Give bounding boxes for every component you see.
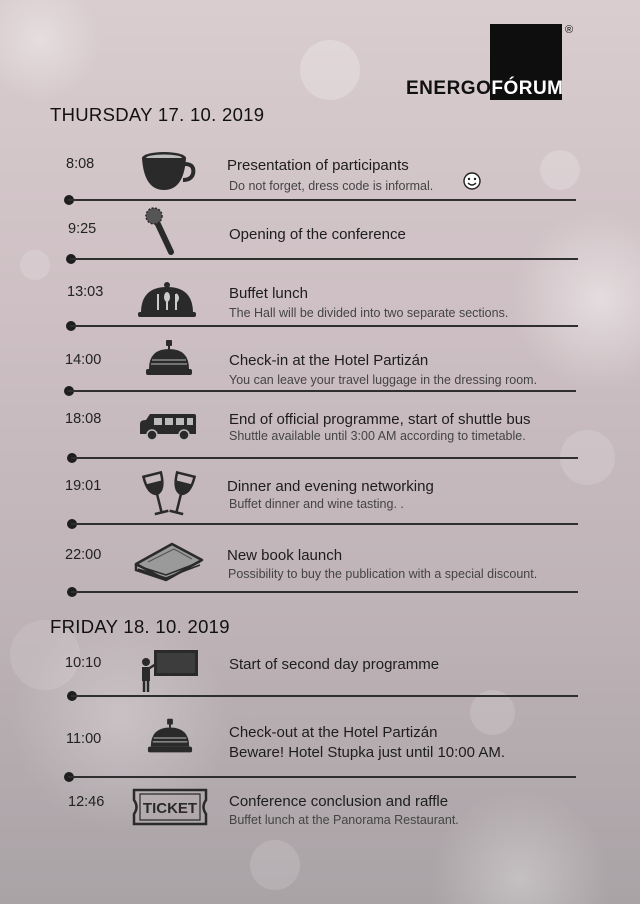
event-title: New book launch (227, 547, 343, 564)
timeline-line (71, 523, 578, 525)
day-heading-friday: FRIDAY 18. 10. 2019 (50, 616, 230, 637)
event-time: 14:00 (65, 352, 102, 368)
timeline-line (70, 258, 578, 260)
timeline-line (71, 695, 578, 697)
bokeh-light (540, 150, 580, 190)
event-time: 19:01 (65, 478, 102, 494)
service-bell-icon (146, 716, 194, 760)
event-time: 13:03 (67, 284, 104, 300)
event-subtitle: The Hall will be divided into two separate sections. (229, 306, 509, 320)
event-time: 11:00 (66, 731, 102, 747)
event-subtitle: Buffet lunch at the Panorama Restaurant. (229, 813, 459, 827)
event-subtitle: Possibility to buy the publication with a special discount. (228, 567, 538, 581)
event-subtitle: You can leave your travel luggage in the dressing room. (229, 373, 538, 387)
timeline-line (68, 776, 576, 778)
event-time: 8:08 (66, 156, 95, 172)
registered-mark: ® (565, 24, 574, 36)
event-title: Check-in at the Hotel Partizán (229, 352, 429, 369)
svg-text:TICKET: TICKET (142, 800, 198, 817)
event-subtitle: Do not forget, dress code is informal. (229, 179, 434, 193)
timeline-line (68, 390, 576, 392)
event-title: Conference conclusion and raffle (229, 793, 449, 810)
book-icon (132, 540, 204, 582)
event-title: Buffet lunch (229, 285, 308, 302)
event-time: 9:25 (68, 221, 97, 237)
smiley-icon (463, 172, 481, 190)
bus-icon (138, 410, 198, 442)
timeline-line (71, 457, 578, 459)
presenter-board-icon (140, 648, 200, 694)
event-time: 12:46 (68, 794, 105, 810)
event-time: 10:10 (65, 655, 102, 671)
event-time: 22:00 (65, 547, 102, 563)
event-title: Check-out at the Hotel Partizán (229, 724, 438, 741)
event-title: Presentation of participants (227, 157, 409, 174)
timeline-line (71, 591, 578, 593)
bokeh-light (250, 840, 300, 890)
event-title: Start of second day programme (229, 656, 440, 673)
food-cloche-icon (136, 280, 198, 320)
microphone-icon (144, 206, 176, 256)
service-bell-icon (144, 338, 194, 382)
event-time: 18:08 (65, 411, 102, 427)
energoforum-logo (406, 24, 580, 104)
timeline-line (68, 199, 576, 201)
wine-glasses-icon (140, 470, 198, 518)
logo-wordmark: ENERGOFÓRUM (406, 78, 564, 99)
event-title: Opening of the conference (229, 226, 406, 243)
event-subtitle: Beware! Hotel Stupka just until 10:00 AM. (229, 744, 505, 761)
bokeh-light (300, 40, 360, 100)
event-subtitle: Shuttle available until 3:00 AM according to timetable. (229, 429, 526, 443)
day-heading-thursday: THURSDAY 17. 10. 2019 (50, 104, 265, 125)
coffee-cup-icon (140, 150, 196, 192)
ticket-icon (130, 786, 210, 828)
event-title: Dinner and evening networking (227, 478, 434, 495)
event-title: End of official programme, start of shuttle bus (229, 411, 531, 428)
timeline-line (70, 325, 578, 327)
event-subtitle: Buffet dinner and wine tasting. . (229, 497, 404, 511)
bokeh-light (20, 250, 50, 280)
